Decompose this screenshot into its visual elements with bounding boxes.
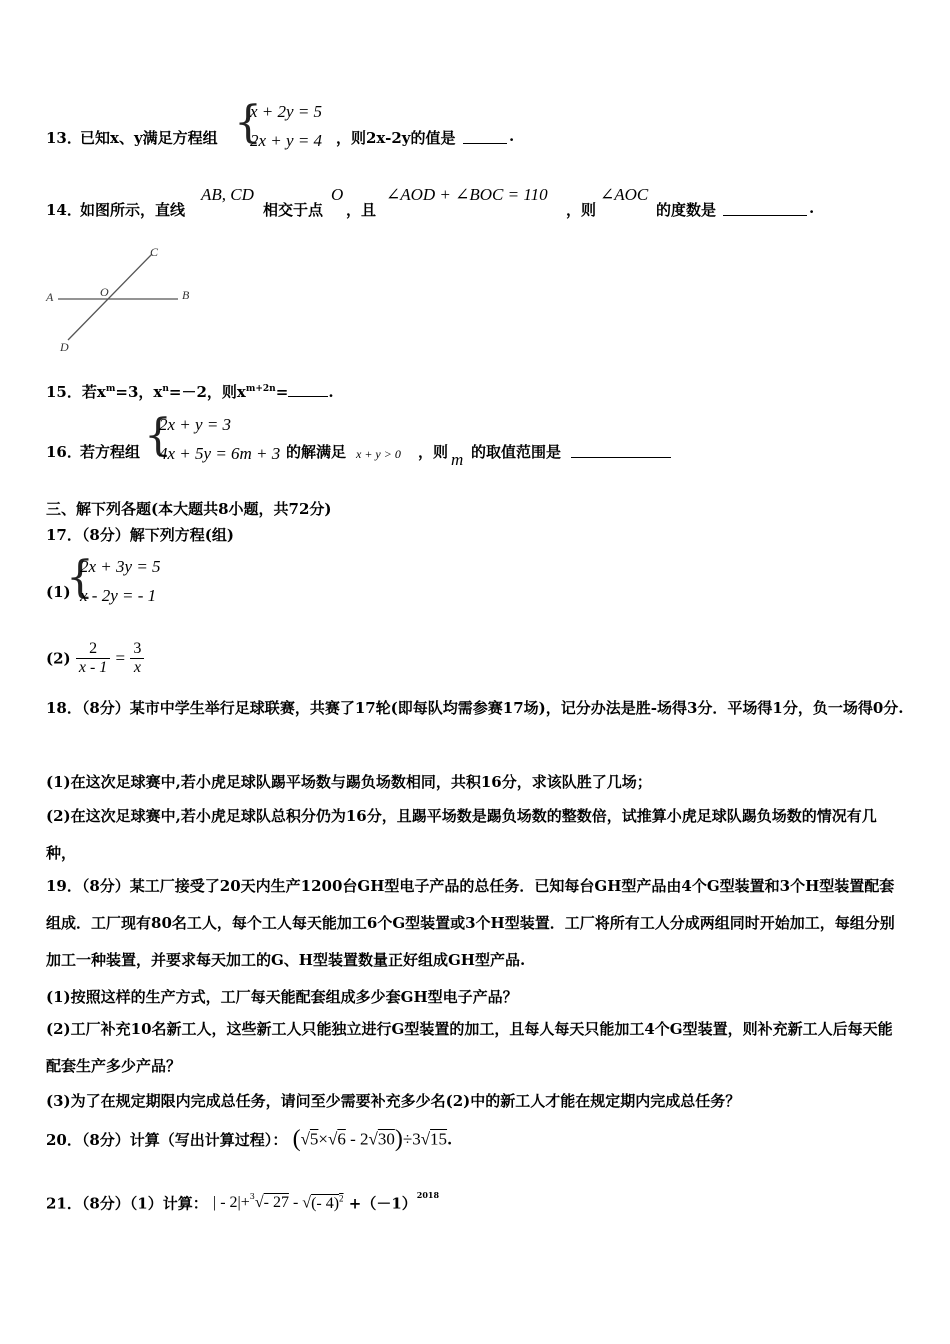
question-text: 19．（8分）某工厂接受了20天内生产1200台GH型电子产品的总任务．已知每台GH型产品由4个G型装置和3个H型装置配套组成．工厂现有80名工人，每个工人每天能加工6个G型装置或3个H型装置．工厂将所有工人分成两组同时开始加工，每组分别加工一种装置，并要求每天加工的G、H型装置数量正好组成GH型产品.: [46, 877, 895, 969]
answer-blank[interactable]: [571, 443, 671, 458]
question-text: 的度数是: [656, 201, 717, 219]
sqrt-5: √5: [300, 1129, 319, 1149]
absolute-value: | - 2|+: [212, 1194, 250, 1211]
label-c: C: [150, 245, 159, 259]
math-angle: ∠AOC: [600, 185, 649, 204]
radicand: (- 4): [311, 1194, 340, 1212]
question-number: 13．: [46, 129, 82, 147]
math-variable-m: m: [451, 450, 464, 469]
plus-term: +（－1）: [343, 1194, 417, 1213]
right-paren: ): [394, 1126, 403, 1152]
root-index: 3: [249, 1192, 255, 1201]
variable-x: x: [96, 383, 106, 401]
exponent: n: [162, 384, 169, 394]
period: .: [809, 199, 815, 217]
question-text: =: [275, 383, 289, 401]
equation-line-1: 2x + y = 3: [159, 415, 232, 434]
question-20: [46, 1126, 452, 1153]
variable-x: x: [236, 383, 246, 401]
numerator: 2: [89, 640, 98, 657]
question-text: ，则2x-2y的值是: [336, 129, 456, 147]
question-number: 16．: [46, 443, 82, 461]
equation-line-2: 2x + y = 4: [250, 131, 323, 150]
denominator: x: [130, 658, 144, 677]
label-d: D: [60, 340, 69, 354]
intersecting-lines-figure: [40, 240, 210, 360]
minus-sign: -: [288, 1194, 303, 1211]
question-text: 若: [81, 383, 97, 401]
question-text: ，则: [566, 201, 597, 219]
question-text: 已知x、y满足方程组: [80, 129, 218, 147]
question-text: =3，: [115, 383, 154, 401]
radicand: 30: [377, 1129, 395, 1149]
question-part-1: (1)在这次足球赛中,若小虎足球队踢平场数与踢负场数相同，共积16分，求该队胜了几场；: [46, 773, 652, 791]
sqrt-30: √30: [368, 1129, 395, 1149]
answer-blank[interactable]: [288, 382, 328, 397]
period: .: [447, 1130, 453, 1149]
left-paren: (: [292, 1126, 301, 1152]
equation-line-2: x - 2y = - 1: [80, 586, 157, 605]
label-o: O: [100, 285, 109, 299]
math-condition: x + y > 0: [356, 447, 401, 461]
period: .: [328, 383, 334, 401]
question-text: 18．（8分）某市中学生举行足球联赛，共赛了17轮(即每队均需参赛17场)，记分办法是胜-场得3分．平场得1分，负一场得0分.: [46, 699, 904, 717]
question-21: [46, 1190, 439, 1214]
fraction-right: [130, 640, 144, 677]
question-part-2: (2)在这次足球赛中,若小虎足球队总积分仍为16分，且踢平场数是踢负场数的整数倍，试推算小虎足球队踢负场数的情况有几种，: [46, 807, 877, 862]
question-text: =－2，则: [168, 383, 237, 401]
math-point: O: [331, 185, 344, 204]
sqrt-15: √15: [420, 1129, 448, 1149]
question-text: 的解满足: [286, 443, 347, 461]
cube-root: √- 27: [254, 1194, 289, 1211]
equation-line-1: 2x + 3y = 5: [80, 557, 161, 576]
line-cd: [68, 254, 152, 340]
question-text: ，且: [346, 201, 377, 219]
period: .: [509, 127, 515, 145]
radicand: 6: [337, 1129, 346, 1149]
question-number: 15．: [46, 383, 82, 401]
fraction-equation: [46, 640, 144, 677]
equation-brace: {: [66, 552, 94, 603]
exponent: m: [105, 384, 116, 394]
question-number: 14．: [46, 201, 82, 219]
exponent: 2018: [416, 1190, 440, 1200]
variable-x: x: [153, 383, 163, 401]
question-15: [46, 381, 334, 402]
part-label: (1): [46, 583, 71, 601]
answer-blank[interactable]: [463, 129, 507, 144]
sqrt-6: √6: [328, 1129, 346, 1149]
question-part-1: (1)按照这样的生产方式，工厂每天能配套组成多少套GH型电子产品？: [46, 988, 518, 1006]
question-title: 17．（8分）解下列方程(组): [46, 526, 235, 544]
equation-line-1: x + 2y = 5: [250, 102, 323, 121]
minus-coefficient: - 2: [345, 1129, 369, 1149]
equation-brace: {: [144, 410, 172, 461]
question-text: 相交于点: [263, 201, 324, 219]
radicand: 5: [309, 1129, 319, 1149]
part-label: (2): [46, 649, 71, 668]
label-b: B: [182, 288, 190, 302]
exponent: m+2n: [245, 384, 276, 394]
equation-brace: {: [234, 97, 262, 148]
radicand: 15: [430, 1129, 448, 1149]
label-a: A: [46, 290, 54, 304]
question-part-3: (3)为了在规定期限内完成总任务，请问至少需要补充多少名(2)中的新工人才能在规定期内完成总任务？: [46, 1092, 741, 1110]
square-root: √(- 4)$^2$: [302, 1193, 344, 1212]
denominator: x - 1: [76, 658, 110, 677]
question-part-2: (2)工厂补充10名新工人，这些新工人只能独立进行G型装置的加工，且每人每天只能加工4个G型装置，则补充新工人后每天能配套生产多少产品？: [46, 1020, 893, 1075]
math-lines: AB, CD: [201, 185, 254, 204]
question-text: 如图所示，直线: [80, 201, 186, 219]
fraction-left: [76, 640, 110, 677]
equation-line-2: 4x + 5y = 6m + 3: [159, 444, 281, 463]
equals-sign: =: [115, 648, 126, 668]
answer-blank[interactable]: [723, 201, 807, 216]
question-text: 的取值范围是: [471, 443, 562, 461]
times-sign: ×: [318, 1129, 328, 1149]
question-text: 21．（8分）（1）计算：: [46, 1194, 208, 1213]
section-heading: 三、解下列各题(本大题共8小题，共72分): [46, 500, 332, 518]
numerator: 3: [133, 640, 142, 657]
question-text: ，则: [418, 443, 449, 461]
question-text: 若方程组: [80, 443, 141, 461]
exponent: 2: [339, 1193, 344, 1204]
math-condition: ∠AOD + ∠BOC = 110: [386, 185, 548, 204]
divide-coefficient: ÷3: [402, 1129, 421, 1149]
radicand: - 27: [263, 1194, 289, 1211]
question-text: 20．（8分）计算（写出计算过程）：: [46, 1131, 288, 1149]
